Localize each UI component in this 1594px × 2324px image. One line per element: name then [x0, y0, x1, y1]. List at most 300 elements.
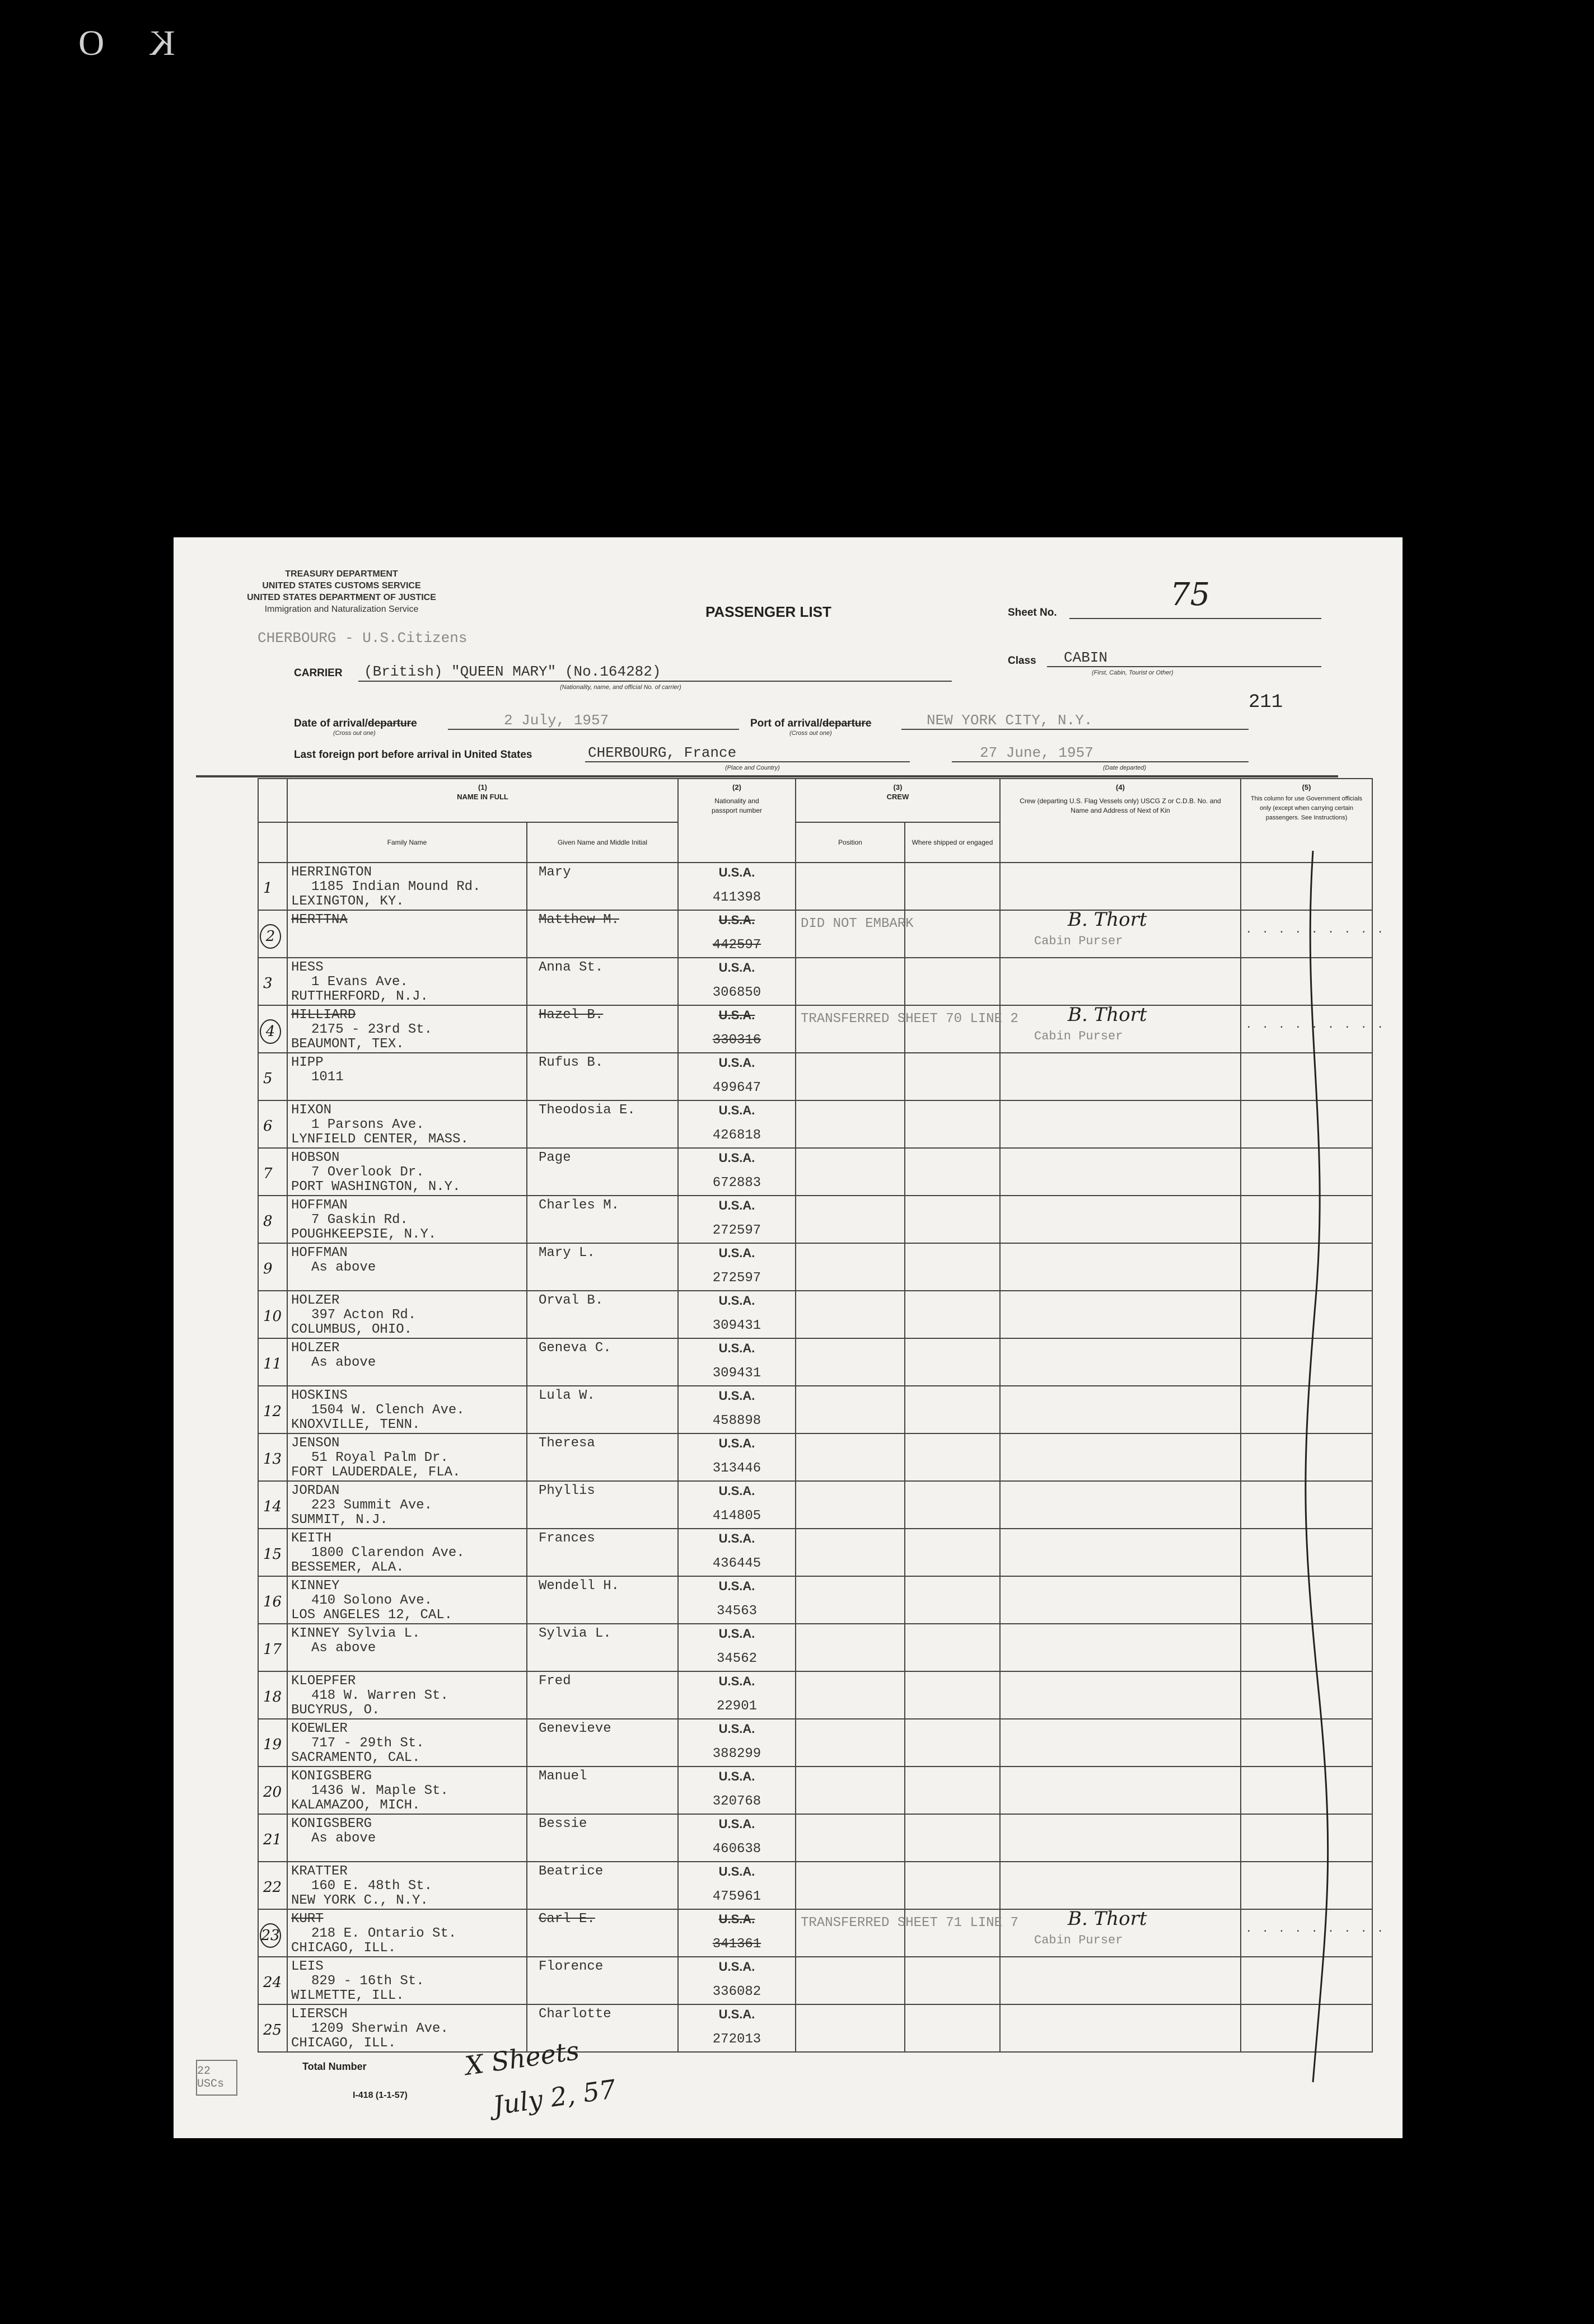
- line-number-cell: [258, 1243, 287, 1291]
- address-line-2: PORT WASHINGTON, N.Y.: [291, 1179, 461, 1194]
- table-row: [258, 1243, 1372, 1291]
- family-address-block: [291, 1389, 465, 1432]
- handwritten-sheets: X Sheets: [463, 2035, 581, 2082]
- passenger-list-form: [174, 537, 1403, 2138]
- col-number: (3): [893, 783, 903, 791]
- line-number-cell: [258, 1433, 287, 1481]
- family-name-cell: [287, 2004, 527, 2052]
- family-name: HERTTNA: [291, 912, 348, 927]
- sheet-number: 75: [1170, 577, 1210, 613]
- family-address-block: [291, 1627, 420, 1656]
- line-number: 11: [263, 1356, 282, 1372]
- agency-line: UNITED STATES CUSTOMS SERVICE: [262, 581, 421, 591]
- position-cell: [796, 1243, 905, 1291]
- line-number-cell: [258, 1719, 287, 1767]
- where-shipped-cell: [905, 910, 1000, 958]
- nationality-cell: [678, 1529, 796, 1576]
- next-of-kin-cell: [1000, 863, 1241, 910]
- family-name: KONIGSBERG: [291, 1769, 372, 1784]
- next-of-kin-cell: [1000, 1624, 1241, 1671]
- address-line-2: CHICAGO, ILL.: [291, 2036, 396, 2051]
- family-name: JENSON: [291, 1436, 340, 1451]
- given-name: Rufus B.: [539, 1055, 604, 1070]
- line-number: 1: [263, 880, 273, 897]
- family-name-cell: [287, 1148, 527, 1196]
- line-number-cell: [258, 1624, 287, 1671]
- position-cell: [796, 1433, 905, 1481]
- address-line-2: RUTTHERFORD, N.J.: [291, 989, 428, 1004]
- table-row: [258, 1005, 1372, 1053]
- next-of-kin-cell: [1000, 1814, 1241, 1862]
- table-row: [258, 1053, 1372, 1100]
- table-row: [258, 1291, 1372, 1338]
- family-name: HERRINGTON: [291, 865, 372, 880]
- where-shipped-cell: [905, 1862, 1000, 1909]
- purser-signature: B. Thort: [1068, 1908, 1147, 1930]
- family-address-block: [291, 1579, 452, 1623]
- line-number: 5: [263, 1070, 273, 1087]
- nationality: U.S.A.: [718, 1579, 755, 1593]
- date-departed-underline: [952, 761, 1249, 762]
- next-of-kin-cell: [1000, 1291, 1241, 1338]
- family-address-block: [291, 1103, 469, 1147]
- position-cell: [796, 1529, 905, 1576]
- given-name-cell: [527, 1148, 678, 1196]
- row-remark: TRANSFERRED SHEET 71 LINE 7: [801, 1915, 1018, 1931]
- film-edge-mark: KO: [34, 23, 175, 63]
- family-name-cell: [287, 1767, 527, 1814]
- family-name: KURT: [291, 1911, 324, 1927]
- date-departed: 27 June, 1957: [980, 744, 1093, 761]
- col-title: This column for use Government officials only (except when carrying certain passengers. See Instructions): [1250, 795, 1363, 821]
- passport-number: 414805: [712, 1508, 761, 1524]
- family-address-block: [291, 1960, 424, 2003]
- given-name: Manuel: [539, 1769, 587, 1784]
- where-shipped-cell: [905, 1148, 1000, 1196]
- address-line-1: 160 E. 48th St.: [311, 1878, 433, 1894]
- name-col-header: [287, 779, 678, 822]
- given-name-cell: [527, 1957, 678, 2004]
- nationality-cell: [678, 1814, 796, 1862]
- passport-number: 411398: [712, 890, 761, 905]
- family-name: LEIS: [291, 1959, 324, 1974]
- line-number: 14: [263, 1498, 282, 1515]
- given-name-cell: [527, 1909, 678, 1957]
- family-name-cell: [287, 1053, 527, 1100]
- family-name-subheader: Family Name: [287, 822, 527, 863]
- nationality-cell: [678, 2004, 796, 2052]
- class-caption: (First, Cabin, Tourist or Other): [1092, 669, 1174, 676]
- table-row: [258, 958, 1372, 1005]
- family-name: KRATTER: [291, 1864, 348, 1879]
- arrival-date: 2 July, 1957: [504, 712, 609, 729]
- passport-number: 22901: [716, 1699, 757, 1714]
- nationality: U.S.A.: [718, 865, 755, 879]
- last-port-label: Last foreign port before arrival in United States: [294, 749, 532, 761]
- address-line-2: NEW YORK C., N.Y.: [291, 1893, 428, 1908]
- family-name: HESS: [291, 960, 324, 975]
- table-row: [258, 1719, 1372, 1767]
- nationality: U.S.A.: [718, 1531, 755, 1545]
- next-of-kin-cell: [1000, 1196, 1241, 1243]
- form-number: I-418 (1-1-57): [353, 2091, 408, 2100]
- passport-number: 336082: [712, 1984, 761, 1999]
- nationality-cell: [678, 1576, 796, 1624]
- where-shipped-cell: [905, 1767, 1000, 1814]
- agency-line: UNITED STATES DEPARTMENT OF JUSTICE: [247, 593, 436, 602]
- nationality-cell: [678, 1909, 796, 1957]
- nationality: U.S.A.: [718, 2007, 755, 2021]
- given-name-cell: [527, 910, 678, 958]
- sheet-label: Sheet No.: [1008, 607, 1057, 619]
- crew-col-header: [796, 779, 1000, 822]
- family-address-block: [291, 1912, 456, 1956]
- where-shipped-cell: [905, 1386, 1000, 1433]
- nationality: U.S.A.: [718, 1056, 755, 1070]
- line-number-cell: [258, 1386, 287, 1433]
- next-of-kin-cell: [1000, 1576, 1241, 1624]
- table-row: [258, 1671, 1372, 1719]
- header-rule: [196, 775, 1338, 777]
- where-shipped-cell: [905, 1719, 1000, 1767]
- family-address-block: [291, 2007, 448, 2051]
- nationality: U.S.A.: [718, 1817, 755, 1831]
- last-port-value: CHERBOURG, France: [588, 744, 737, 761]
- line-number: 22: [263, 1879, 282, 1896]
- where-shipped-cell: [905, 1243, 1000, 1291]
- given-name: Charles M.: [539, 1198, 620, 1213]
- class-value: CABIN: [1064, 649, 1108, 666]
- date-label-departure: departure: [368, 718, 417, 729]
- table-row: [258, 1338, 1372, 1386]
- family-name-cell: [287, 958, 527, 1005]
- line-number-cell: [258, 958, 287, 1005]
- family-name-cell: [287, 1814, 527, 1862]
- passport-number: 442597: [712, 938, 761, 953]
- date-departed-caption: (Date departed): [1103, 765, 1147, 771]
- position-cell: [796, 1671, 905, 1719]
- carrier-underline: [358, 681, 952, 682]
- passport-number: 426818: [712, 1128, 761, 1143]
- port-underline: [901, 729, 1249, 730]
- position-cell: [796, 1053, 905, 1100]
- family-name: KONIGSBERG: [291, 1816, 372, 1831]
- port-label-arrival: Port of arrival/: [750, 718, 822, 729]
- line-number-cell: [258, 1671, 287, 1719]
- line-number-cell: [258, 1814, 287, 1862]
- given-name-cell: [527, 1814, 678, 1862]
- given-name: Theodosia E.: [539, 1103, 635, 1118]
- line-number-cell: [258, 1481, 287, 1529]
- nationality-cell: [678, 1624, 796, 1671]
- official-use-col-header: [1241, 779, 1372, 863]
- family-address-block: [291, 1722, 424, 1765]
- address-line-1: 223 Summit Ave.: [311, 1498, 433, 1513]
- address-line-1: 51 Royal Palm Dr.: [311, 1450, 448, 1465]
- table-row: [258, 1576, 1372, 1624]
- family-name-cell: [287, 1100, 527, 1148]
- passenger-table: [258, 778, 1387, 2053]
- next-of-kin-cell: [1000, 1433, 1241, 1481]
- nationality-cell: [678, 1100, 796, 1148]
- arrival-port: NEW YORK CITY, N.Y.: [927, 712, 1093, 729]
- address-line-2: CHICAGO, ILL.: [291, 1941, 396, 1956]
- line-number-cell: [258, 1196, 287, 1243]
- address-line-1: 418 W. Warren St.: [311, 1688, 448, 1703]
- given-name: Page: [539, 1150, 571, 1165]
- family-name: HOBSON: [291, 1150, 340, 1165]
- next-of-kin-cell: [1000, 1767, 1241, 1814]
- family-name-cell: [287, 863, 527, 910]
- line-number-cell: [258, 1576, 287, 1624]
- purser-signature: B. Thort: [1068, 908, 1147, 931]
- date-label-arrival: Date of arrival/: [294, 718, 368, 729]
- carrier-label: CARRIER: [294, 667, 343, 679]
- nationality: U.S.A.: [718, 1436, 755, 1450]
- line-number-cell: [258, 863, 287, 910]
- nationality-cell: [678, 863, 796, 910]
- next-of-kin-cell: [1000, 1957, 1241, 2004]
- nationality: U.S.A.: [718, 1722, 755, 1736]
- where-shipped-cell: [905, 1576, 1000, 1624]
- line-number-cell: [258, 1005, 287, 1053]
- nationality-cell: [678, 1386, 796, 1433]
- address-line-2: LYNFIELD CENTER, MASS.: [291, 1132, 469, 1147]
- address-line-1: As above: [311, 1355, 376, 1370]
- line-number-cell: [258, 2004, 287, 2052]
- given-name: Mary L.: [539, 1245, 595, 1261]
- family-address-block: [291, 1817, 376, 1846]
- sheet-code: 211: [1249, 692, 1283, 713]
- form-title: PASSENGER LIST: [705, 603, 831, 620]
- row-remark: TRANSFERRED SHEET 70 LINE 2: [801, 1011, 1018, 1027]
- nationality: U.S.A.: [718, 1008, 755, 1022]
- passport-number: 458898: [712, 1413, 761, 1428]
- family-address-block: [291, 913, 348, 927]
- carrier-value: (British) "QUEEN MARY" (No.164282): [364, 663, 661, 680]
- address-line-2: BUCYRUS, O.: [291, 1703, 380, 1718]
- nationality-cell: [678, 1053, 796, 1100]
- address-line-1: As above: [311, 1260, 376, 1275]
- given-name-cell: [527, 1719, 678, 1767]
- where-shipped-cell: [905, 1005, 1000, 1053]
- passport-number: 436445: [712, 1556, 761, 1571]
- address-line-1: 1011: [311, 1070, 344, 1085]
- position-cell: [796, 1100, 905, 1148]
- dotted-line: . . . . . . . . .: [1247, 921, 1387, 936]
- where-shipped-cell: [905, 1338, 1000, 1386]
- address-line-1: 7 Overlook Dr.: [311, 1165, 424, 1180]
- position-cell: [796, 1862, 905, 1909]
- table-row: [258, 1433, 1372, 1481]
- table-row: [258, 1624, 1372, 1671]
- nationality: U.S.A.: [718, 1198, 755, 1212]
- family-name-cell: [287, 1243, 527, 1291]
- next-of-kin-cell: [1000, 910, 1241, 958]
- table-row: [258, 1196, 1372, 1243]
- passport-number: 306850: [712, 985, 761, 1000]
- nationality: U.S.A.: [718, 1484, 755, 1498]
- last-port-underline: [585, 761, 910, 762]
- nationality-cell: [678, 1481, 796, 1529]
- next-of-kin-cell: [1000, 1148, 1241, 1196]
- total-number-label: Total Number: [302, 2061, 367, 2072]
- family-address-block: [291, 1198, 436, 1242]
- line-number-cell: [258, 1862, 287, 1909]
- position-cell: [796, 2004, 905, 2052]
- where-shipped-subheader: Where shipped or engaged: [905, 822, 1000, 863]
- given-name: Matthew M.: [539, 912, 620, 927]
- nationality: U.S.A.: [718, 1389, 755, 1403]
- table-row: [258, 1148, 1372, 1196]
- family-name-cell: [287, 1005, 527, 1053]
- address-line-1: 218 E. Ontario St.: [311, 1926, 457, 1941]
- date-caption: (Cross out one): [333, 730, 376, 737]
- line-number: 12: [263, 1403, 282, 1420]
- given-name: Anna St.: [539, 960, 604, 975]
- nationality: U.S.A.: [718, 1246, 755, 1260]
- next-of-kin-cell: [1000, 1671, 1241, 1719]
- given-name: Florence: [539, 1959, 604, 1974]
- given-name: Sylvia L.: [539, 1626, 611, 1641]
- where-shipped-cell: [905, 1291, 1000, 1338]
- line-number-cell: [258, 1529, 287, 1576]
- family-name-cell: [287, 1386, 527, 1433]
- col-number: (4): [1116, 783, 1125, 791]
- family-name: HOSKINS: [291, 1388, 348, 1403]
- address-line-2: BESSEMER, ALA.: [291, 1560, 404, 1575]
- line-col-header: [258, 779, 287, 822]
- passport-number: 34562: [716, 1651, 757, 1666]
- family-address-block: [291, 1246, 376, 1275]
- passport-number: 388299: [712, 1746, 761, 1761]
- where-shipped-cell: [905, 1100, 1000, 1148]
- nationality-cell: [678, 1719, 796, 1767]
- family-name-cell: [287, 1862, 527, 1909]
- passport-number: 460638: [712, 1842, 761, 1857]
- family-name-cell: [287, 1624, 527, 1671]
- address-line-1: 1436 W. Maple St.: [311, 1783, 448, 1798]
- family-name-cell: [287, 1719, 527, 1767]
- col-title: NAME IN FULL: [457, 793, 508, 801]
- address-line-1: 1185 Indian Mound Rd.: [311, 879, 481, 894]
- given-name-cell: [527, 1576, 678, 1624]
- passport-number: 313446: [712, 1461, 761, 1476]
- next-of-kin-cell: [1000, 1100, 1241, 1148]
- where-shipped-cell: [905, 1433, 1000, 1481]
- family-address-block: [291, 1531, 465, 1575]
- where-shipped-cell: [905, 1909, 1000, 1957]
- address-line-1: 397 Acton Rd.: [311, 1308, 417, 1323]
- passport-number: 309431: [712, 1366, 761, 1381]
- given-name: Mary: [539, 865, 571, 880]
- position-cell: [796, 1624, 905, 1671]
- passport-number: 309431: [712, 1318, 761, 1333]
- passport-number: 672883: [712, 1175, 761, 1191]
- nationality: U.S.A.: [718, 1769, 755, 1783]
- where-shipped-cell: [905, 1671, 1000, 1719]
- family-name: HIPP: [291, 1055, 324, 1070]
- family-address-block: [291, 1674, 448, 1718]
- given-name-cell: [527, 1291, 678, 1338]
- given-name-cell: [527, 1386, 678, 1433]
- next-of-kin-cell: [1000, 1481, 1241, 1529]
- nationality: U.S.A.: [718, 1912, 755, 1926]
- nationality-cell: [678, 1005, 796, 1053]
- position-cell: [796, 1957, 905, 2004]
- col-title: CREW: [886, 793, 909, 801]
- family-address-block: [291, 865, 480, 909]
- line-number: 23: [260, 1923, 281, 1948]
- given-name: Lula W.: [539, 1388, 595, 1403]
- col-title: Crew (departing U.S. Flag Vessels only) USCG Z or C.D.B. No. and Name and Address of Next of Kin: [1020, 797, 1221, 814]
- purser-title: Cabin Purser: [1034, 1933, 1123, 1947]
- port-caption: (Cross out one): [789, 730, 832, 737]
- line-number: 24: [263, 1974, 282, 1991]
- table-row: [258, 1814, 1372, 1862]
- line-number: 17: [263, 1641, 282, 1658]
- table-row: [258, 1481, 1372, 1529]
- family-name-cell: [287, 1338, 527, 1386]
- line-number: 21: [263, 1831, 282, 1848]
- col-number: (2): [732, 783, 741, 791]
- position-cell: [796, 1196, 905, 1243]
- next-of-kin-cell: [1000, 1053, 1241, 1100]
- sheet-underline: [1069, 618, 1321, 619]
- uscs-stamp: 22 USCs: [196, 2060, 237, 2096]
- table-row: [258, 1386, 1372, 1433]
- family-name-cell: [287, 910, 527, 958]
- line-number-cell: [258, 1291, 287, 1338]
- line-number: 18: [263, 1689, 282, 1705]
- line-number: 15: [263, 1546, 282, 1563]
- family-name: KINNEY: [291, 1578, 340, 1594]
- nationality-cell: [678, 1148, 796, 1196]
- agency-line: Immigration and Naturalization Service: [264, 605, 419, 614]
- where-shipped-cell: [905, 1624, 1000, 1671]
- nationality-cell: [678, 1671, 796, 1719]
- family-address-block: [291, 1341, 376, 1370]
- family-name: HILLIARD: [291, 1008, 356, 1023]
- given-name: Beatrice: [539, 1864, 604, 1879]
- where-shipped-cell: [905, 1529, 1000, 1576]
- line-number: 20: [263, 1784, 282, 1801]
- family-name: LIERSCH: [291, 2007, 348, 2022]
- where-shipped-cell: [905, 1957, 1000, 2004]
- family-name: JORDAN: [291, 1483, 340, 1498]
- nationality: U.S.A.: [718, 1151, 755, 1165]
- line-number-cell: [258, 1053, 287, 1100]
- given-name: Orval B.: [539, 1293, 604, 1308]
- family-address-block: [291, 1864, 432, 1908]
- family-address-block: [291, 1769, 448, 1813]
- family-name-cell: [287, 1529, 527, 1576]
- table-row: [258, 1957, 1372, 2004]
- family-address-block: [291, 1484, 432, 1528]
- line-number: 10: [263, 1308, 282, 1325]
- nationality-col-header: [678, 779, 796, 863]
- line-number-cell: [258, 1767, 287, 1814]
- address-line-2: WILMETTE, ILL.: [291, 1988, 404, 2003]
- line-number: 16: [263, 1594, 282, 1610]
- given-name-cell: [527, 1671, 678, 1719]
- table-row: [258, 1529, 1372, 1576]
- position-cell: [796, 1148, 905, 1196]
- family-name-cell: [287, 1481, 527, 1529]
- position-cell: [796, 863, 905, 910]
- position-cell: [796, 1909, 1018, 1957]
- nationality-cell: [678, 1291, 796, 1338]
